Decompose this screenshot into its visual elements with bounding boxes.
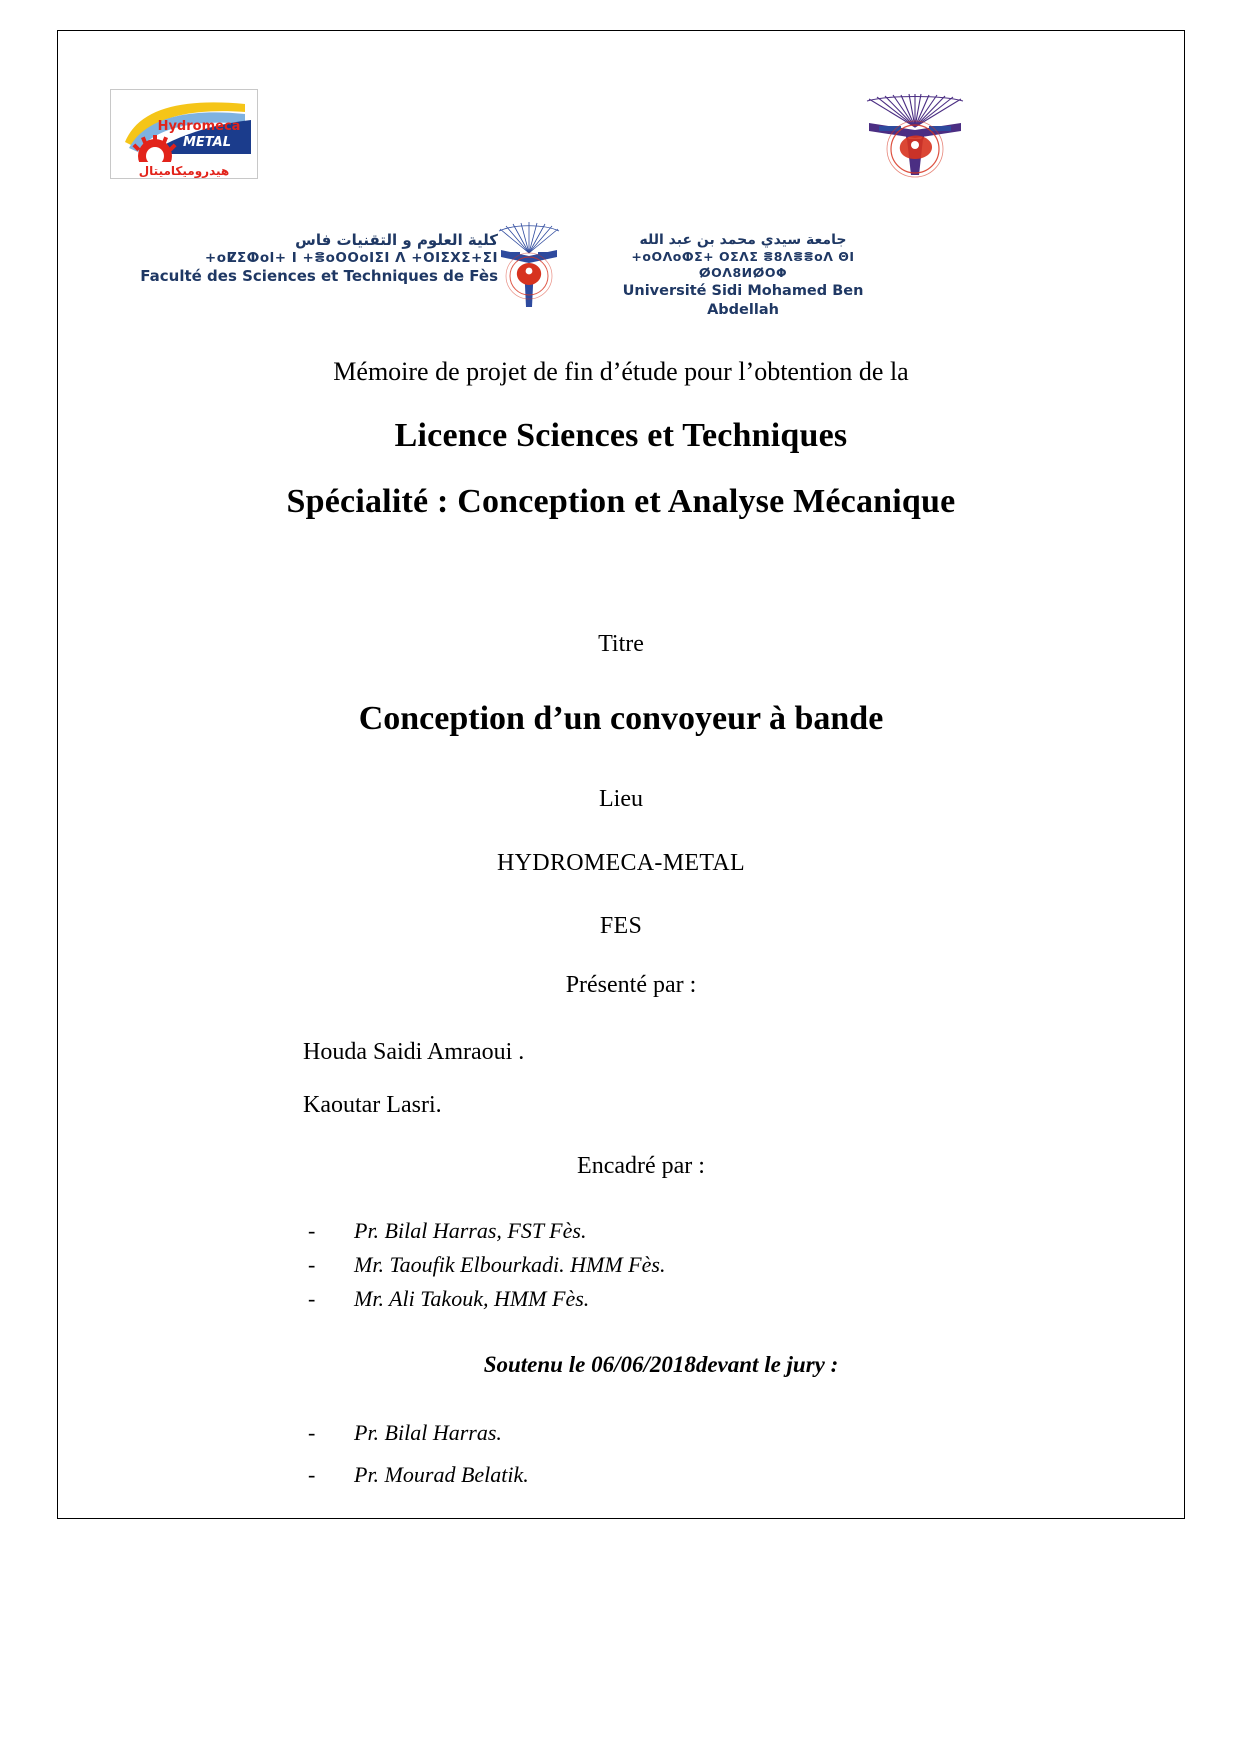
faculty-name-arabic: كلية العلوم و التقنيات فاس [295, 231, 498, 249]
university-emblem-mid [490, 221, 568, 313]
list-item [308, 1412, 1184, 1454]
jury-member-name: Pr. Bilal Harras. [354, 1420, 502, 1446]
university-emblem-top [845, 93, 985, 181]
faculty-name-french: Faculté des Sciences et Techniques de Fès [140, 266, 498, 285]
bullet-dash: - [308, 1218, 316, 1243]
hydromeca-logo-graphic [111, 90, 257, 178]
jury-member-name: Pr. Mourad Belatik. [354, 1462, 529, 1488]
supervisor-name: Mr. Ali Takouk, HMM Fès. [354, 1286, 590, 1312]
degree-title: Licence Sciences et Techniques [394, 417, 848, 454]
student-name: Houda Saidi Amraoui . [303, 1039, 525, 1065]
cover-body [58, 331, 1184, 1496]
speciality-title: Spécialité : Conception et Analyse Mécanique [286, 483, 956, 520]
lieu-label: Lieu [599, 786, 643, 812]
hydromeca-metal-logo [110, 89, 258, 179]
bullet-dash: - [308, 1286, 316, 1312]
svg-text:Hydromeca: Hydromeca [157, 119, 241, 134]
bullet-dash: - [308, 1420, 316, 1446]
faculty-header-block [98, 231, 498, 285]
svg-text:هيدروميكاميتال: هيدروميكاميتال [138, 164, 230, 178]
jury-list [58, 1412, 1184, 1496]
list-item [308, 1248, 1184, 1282]
bullet-dash: - [308, 1462, 316, 1488]
faculty-name-tifinagh: +oⵇΣⵀol+ I +ⴻoOOoIΣI ⴷ +OIΣⵝΣ+ΣI [204, 249, 498, 266]
usmba-emblem-mid-graphic [490, 221, 568, 313]
titre-label: Titre [598, 631, 644, 657]
usmba-emblem-graphic [845, 93, 985, 181]
memoire-line: Mémoire de projet de fin d’étude pour l’obtention de la [333, 357, 909, 386]
svg-text:METAL: METAL [182, 135, 232, 150]
company-name: HYDROMECA-METAL [497, 850, 745, 876]
project-title: Conception d’un convoyeur à bande [358, 700, 884, 737]
page-border [57, 30, 1185, 1519]
city-name: FES [599, 913, 643, 939]
bullet-dash: - [308, 1252, 316, 1278]
university-name-arabic: جامعة سيدي محمد بن عبد الله [639, 232, 847, 248]
supervisor-name: Pr. Bilal Harras, FST Fès. [354, 1218, 587, 1243]
supervised-by-label: Encadré par : [577, 1153, 705, 1179]
list-item [308, 1454, 1184, 1496]
university-name-french: Université Sidi Mohamed Ben Abdellah [622, 282, 864, 318]
supervisor-list [58, 1214, 1184, 1316]
university-name-tifinagh: +oOⴷoⵀΣ+ OΣⴷΣ ⴻ8ⴷⴻⴻoⴷ ΘI ⵁOⴷ8ИⵁOΦ [631, 249, 855, 281]
university-header-block [598, 231, 888, 319]
defense-date-line: Soutenu le 06/06/2018devant le jury : [483, 1352, 839, 1378]
presented-by-label: Présenté par : [565, 972, 697, 998]
list-item [308, 1282, 1184, 1316]
list-item [308, 1214, 1184, 1248]
supervisor-name: Mr. Taoufik Elbourkadi. HMM Fès. [354, 1252, 666, 1278]
student-name: Kaoutar Lasri. [303, 1092, 442, 1118]
